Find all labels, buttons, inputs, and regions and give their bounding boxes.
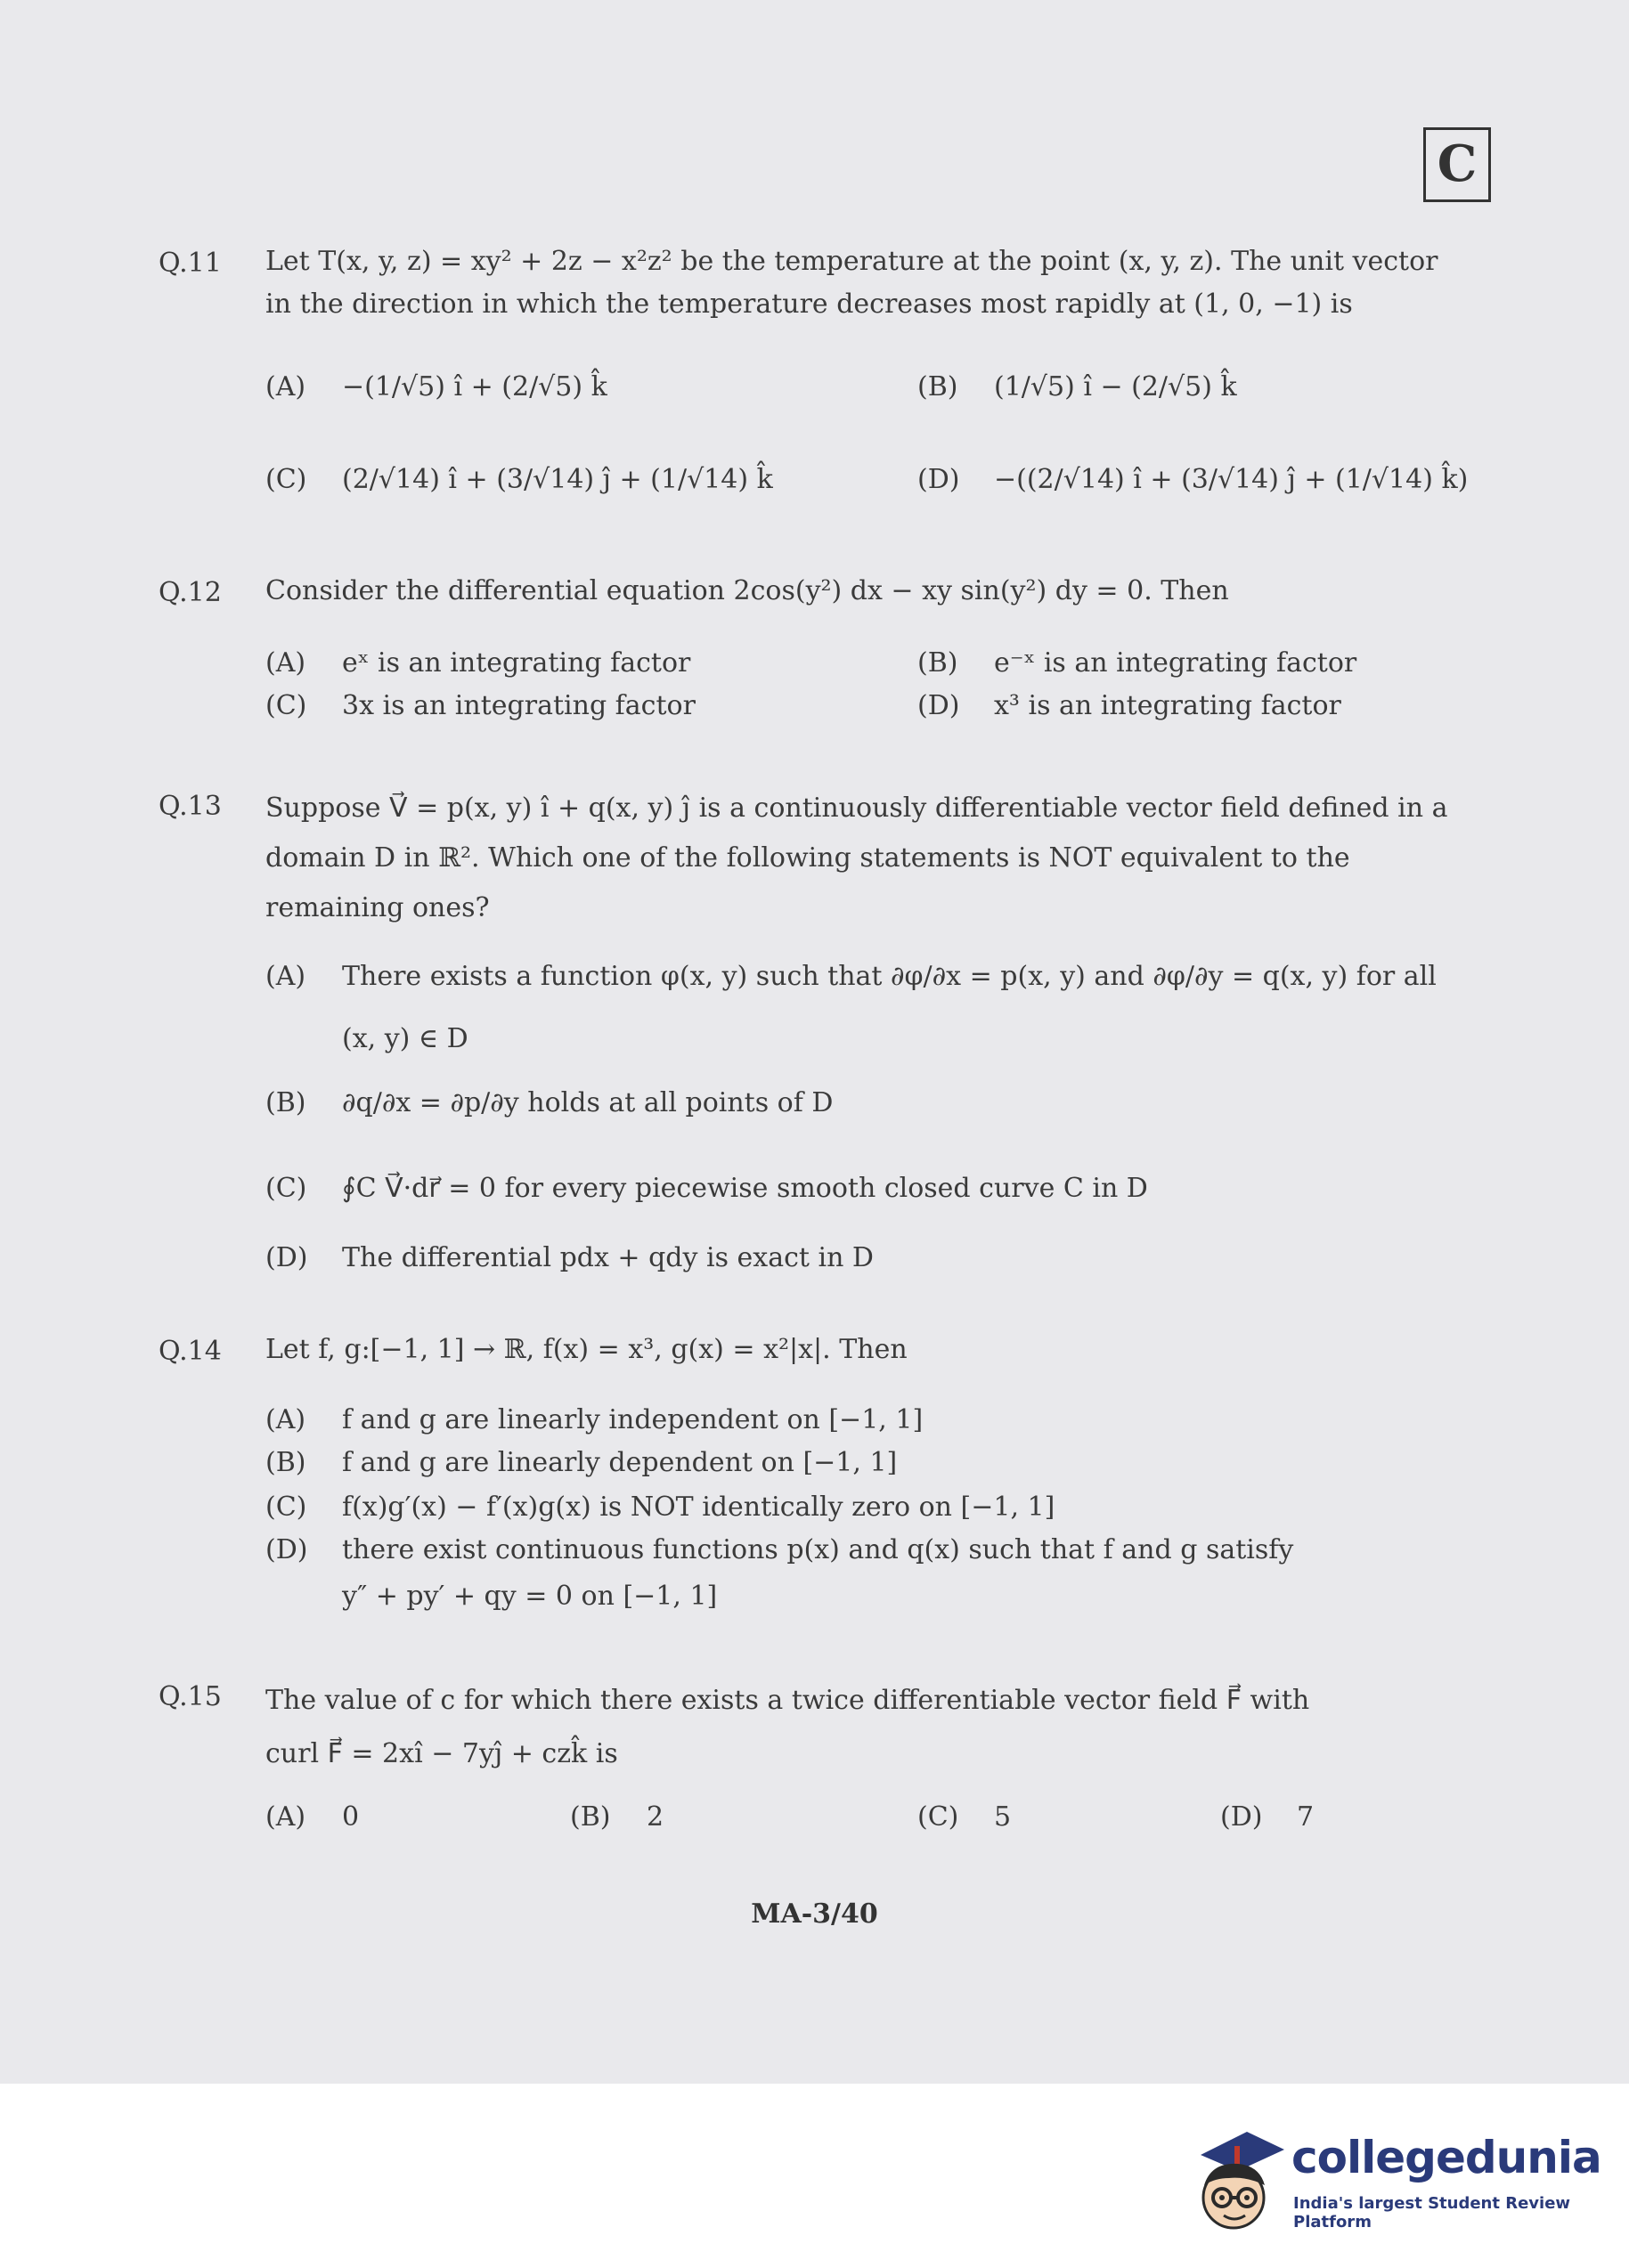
option-text: −((2/√14) î + (3/√14) ĵ + (1/√14) k̂) bbox=[994, 464, 1469, 495]
option-label: (B) bbox=[917, 647, 958, 679]
option-text: There exists a function φ(x, y) such that ∂φ/∂x = p(x, y) and ∂φ/∂y = q(x, y) for all bbox=[342, 961, 1437, 992]
option-text: x³ is an integrating factor bbox=[994, 690, 1341, 721]
option-label: (D) bbox=[917, 464, 960, 495]
question-line: domain D in ℝ². Which one of the following statements is NOT equivalent to the bbox=[265, 842, 1350, 874]
option-text: eˣ is an integrating factor bbox=[342, 647, 691, 679]
question-number: Q.15 bbox=[159, 1681, 222, 1712]
option-label: (D) bbox=[1220, 1801, 1263, 1833]
option-label: (A) bbox=[265, 1801, 306, 1833]
question-number: Q.11 bbox=[159, 248, 222, 279]
option bbox=[265, 1443, 897, 1484]
option bbox=[570, 1797, 664, 1838]
paper-set-badge: C bbox=[1423, 127, 1491, 202]
logo-wordmark: collegedunia bbox=[1291, 2132, 1601, 2183]
option-text: e⁻ˣ is an integrating factor bbox=[994, 647, 1357, 679]
page-footer: MA-3/40 bbox=[751, 1898, 878, 1930]
question-line: Suppose V⃗ = p(x, y) î + q(x, y) ĵ is a continuously differentiable vector field defined in a bbox=[265, 793, 1448, 824]
question-text bbox=[265, 1674, 1495, 1781]
option-text: −(1/√5) î + (2/√5) k̂ bbox=[342, 371, 607, 402]
option bbox=[917, 459, 1468, 500]
question-line: remaining ones? bbox=[265, 892, 490, 923]
collegedunia-logo bbox=[1185, 2119, 1601, 2244]
option bbox=[917, 1797, 1011, 1838]
option-continuation: y″ + py′ + qy = 0 on [−1, 1] bbox=[342, 1581, 718, 1612]
option-text: f(x)g′(x) − f′(x)g(x) is NOT identically zero on [−1, 1] bbox=[342, 1492, 1055, 1523]
option-label: (D) bbox=[917, 690, 960, 721]
option-label: (C) bbox=[265, 1492, 307, 1523]
option-continuation: (x, y) ∈ D bbox=[342, 1023, 468, 1054]
question-line: Consider the differential equation 2cos(y²) dx − xy sin(y²) dy = 0. Then bbox=[265, 575, 1229, 606]
option-label: (D) bbox=[265, 1534, 308, 1565]
question-line: The value of c for which there exists a twice differentiable vector field F⃗ with bbox=[265, 1685, 1310, 1716]
option bbox=[917, 686, 1341, 727]
question-line: Let T(x, y, z) = xy² + 2z − x²z² be the temperature at the point (x, y, z). The unit vector bbox=[265, 246, 1438, 277]
option bbox=[265, 1168, 1148, 1209]
option bbox=[265, 1797, 359, 1838]
option-label: (A) bbox=[265, 1404, 306, 1435]
option-text: (2/√14) î + (3/√14) ĵ + (1/√14) k̂ bbox=[342, 464, 773, 495]
option bbox=[265, 459, 773, 500]
option-text: 2 bbox=[647, 1801, 664, 1833]
option bbox=[265, 1400, 923, 1441]
option bbox=[265, 1238, 874, 1279]
option-text: 7 bbox=[1297, 1801, 1315, 1833]
option-text: 5 bbox=[994, 1801, 1012, 1833]
option-text: ∂q/∂x = ∂p/∂y holds at all points of D bbox=[342, 1087, 834, 1118]
option-text: (1/√5) î − (2/√5) k̂ bbox=[994, 371, 1237, 402]
option bbox=[917, 643, 1356, 684]
option-label: (C) bbox=[265, 690, 307, 721]
option bbox=[265, 1083, 833, 1124]
option-label: (D) bbox=[265, 1242, 308, 1273]
question-text bbox=[265, 784, 1495, 933]
option-label: (B) bbox=[917, 371, 958, 402]
question-number: Q.14 bbox=[159, 1336, 222, 1367]
question-text bbox=[265, 1329, 1495, 1371]
option bbox=[265, 686, 696, 727]
option-label: (B) bbox=[265, 1087, 306, 1118]
option-label: (B) bbox=[570, 1801, 611, 1833]
option-label: (A) bbox=[265, 647, 306, 679]
option-text: there exist continuous functions p(x) and q(x) such that f and g satisfy bbox=[342, 1534, 1294, 1565]
option bbox=[265, 956, 1495, 997]
option-label: (C) bbox=[265, 1173, 307, 1204]
option bbox=[917, 367, 1237, 408]
option bbox=[265, 643, 690, 684]
option-text: The differential pdx + qdy is exact in D bbox=[342, 1242, 874, 1273]
option-text: 3x is an integrating factor bbox=[342, 690, 696, 721]
option bbox=[1220, 1797, 1314, 1838]
option-text: f and g are linearly independent on [−1, 1] bbox=[342, 1404, 924, 1435]
option bbox=[265, 367, 607, 408]
question-line: Let f, g:[−1, 1] → ℝ, f(x) = x³, g(x) = x²|x|. Then bbox=[265, 1334, 908, 1365]
option-text: f and g are linearly dependent on [−1, 1] bbox=[342, 1447, 898, 1478]
question-number: Q.13 bbox=[159, 791, 222, 822]
option-label: (A) bbox=[265, 961, 306, 992]
graduate-mascot-icon bbox=[1185, 2119, 1284, 2244]
option-label: (B) bbox=[265, 1447, 306, 1478]
question-number: Q.12 bbox=[159, 577, 222, 608]
question-text bbox=[265, 240, 1495, 326]
question-text bbox=[265, 570, 1495, 613]
option-text: 0 bbox=[342, 1801, 360, 1833]
option-label: (C) bbox=[265, 464, 307, 495]
question-line: curl F⃗ = 2xî − 7yĵ + czk̂ is bbox=[265, 1738, 618, 1769]
option-label: (C) bbox=[917, 1801, 959, 1833]
option-text: ∮C V⃗·dr⃗ = 0 for every piecewise smooth closed curve C in D bbox=[342, 1173, 1148, 1204]
option-label: (A) bbox=[265, 371, 306, 402]
logo-tagline: India's largest Student Review Platform bbox=[1293, 2194, 1571, 2231]
option bbox=[265, 1487, 1055, 1528]
question-line: in the direction in which the temperature decreases most rapidly at (1, 0, −1) is bbox=[265, 289, 1353, 320]
option bbox=[265, 1530, 1495, 1571]
